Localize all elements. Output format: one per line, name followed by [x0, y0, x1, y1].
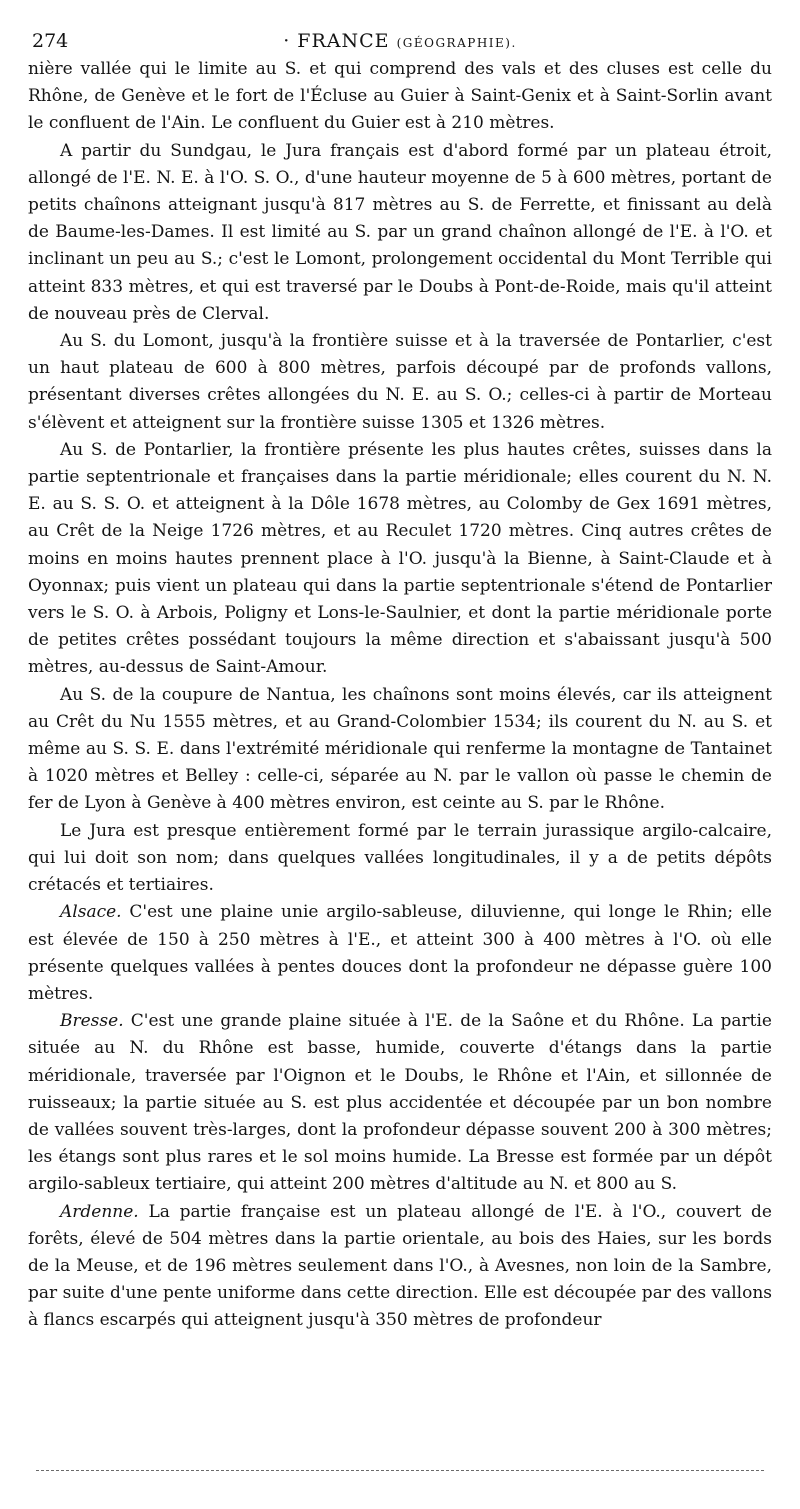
paragraph-text: C'est une grande plaine située à l'E. de la Saône et du Rhône. La partie située au N. du Rhône est basse, humide, couverte d'étangs dans la partie méridionale, traversée par l'Oignon et le Doubs, le Rhône et l'Ain, et sillonnée de ruisseaux; la partie située au S. est plus accidentée et découpée par un bon nombre de vallées souvent très-larges, dont la profondeur dépasse souvent 200 à 300 mètres; les étangs sont plus rares et le sol moins humide. La Bresse est formée par un dépôt argilo-sableux tertiaire, qui atteint 200 mètres d'altitude au N. et 800 au S.: [28, 1011, 772, 1195]
book-page: [28, 28, 772, 1335]
page-number: 274: [32, 30, 69, 52]
running-head: · FRANCE (GÉOGRAPHIE).: [283, 30, 517, 52]
region-heading-ardenne: Ardenne.: [60, 1201, 139, 1222]
region-heading-alsace: Alsace.: [60, 902, 122, 923]
paragraph-text: nière vallée qui le limite au S. et qui comprend des vals et des cluses est celle du Rhône, de Genève et le fort de l'Écluse au Guier à Saint-Genix et à Saint-Sorlin avant le confluent de l'Ain. Le confluent du Guier est à 210 mètres.: [28, 59, 772, 134]
running-head-title: FRANCE: [297, 30, 390, 52]
paragraph-text: La partie française est un plateau allongé de l'E. à l'O., couvert de forêts, élevé de 504 mètres dans la partie orientale, au bois des Haies, sur les bords de la Meuse, et de 196 mètres seulement dans l'O., à Avesnes, non loin de la Sambre, par suite d'une pente uniforme dans cette direction. Elle est découpée par des vallons à flancs escarpés qui atteignent jusqu'à 350 mètres de profondeur: [28, 1201, 772, 1331]
paragraph-text: Au S. de Pontarlier, la frontière présente les plus hautes crêtes, suisses dans la partie septentrionale et françaises dans la partie méridionale; elles courent du N. N. E. au S. S. O. et atteignent à la Dôle 1678 mètres, au Colomby de Gex 1691 mètres, au Crêt de la Neige 1726 mètres, et au Reculet 1720 mètres. Cinq autres crêtes de moins en moins hautes prennent place à l'O. jusqu'à la Bienne, à Saint-Claude et à Oyonnax; puis vient un plateau qui dans la partie septentrionale s'étend de Pontarlier vers le S. O. à Arbois, Poligny et Lons-le-Saulnier, et dont la partie méridionale porte de petites crêtes possédant toujours la même direction et s'abaissant jusqu'à 500 mètres, au-dessus de Saint-Amour.: [28, 439, 772, 678]
paragraph-text: Au S. du Lomont, jusqu'à la frontière suisse et à la traversée de Pontarlier, c'est un haut plateau de 600 à 800 mètres, parfois découpé par de profonds vallons, présentant diverses crêtes allongées du N. E. au S. O.; celles-ci à partir de Morteau s'élèvent et atteignent sur la frontière suisse 1305 et 1326 mètres.: [28, 331, 772, 433]
paragraph-ardenne: [28, 1199, 772, 1335]
paragraph-text: C'est une plaine unie argilo-sableuse, diluvienne, qui longe le Rhin; elle est élevée de 150 à 250 mètres à l'E., et atteint 300 à 400 mètres à l'O. où elle présente quelques vallées à pentes douces dont la profondeur ne dépasse guère 100 mètres.: [28, 902, 772, 1004]
paragraph-bresse: [28, 1008, 772, 1198]
paragraph-text: Au S. de la coupure de Nantua, les chaînons sont moins élevés, car ils atteignent au Crêt du Nu 1555 mètres, et au Grand-Colombier 1534; ils courent du N. au S. et même au S. S. E. dans l'extrémité méridionale qui renferme la montagne de Tantainet à 1020 mètres et Belley : celle-ci, séparée au N. par le vallon où passe le chemin de fer de Lyon à Genève à 400 mètres environ, est ceinte au S. par le Rhône.: [28, 684, 772, 814]
footer-dashed-rule: [36, 1470, 764, 1471]
paragraph-6: [28, 818, 772, 900]
running-head-subtitle: (GÉOGRAPHIE).: [396, 36, 517, 50]
body-text: [28, 56, 772, 1335]
paragraph-alsace: [28, 899, 772, 1008]
paragraph-text: A partir du Sundgau, le Jura français est d'abord formé par un plateau étroit, allongé de l'E. N. E. à l'O. S. O., d'une hauteur moyenne de 5 à 600 mètres, portant de petits chaînons atteignant jusqu'à 817 mètres au S. de Ferrette, et finissant au delà de Baume-les-Dames. Il est limité au S. par un grand chaînon allongé de l'E. à l'O. et inclinant un peu au S.; c'est le Lomont, prolongement occidental du Mont Terrible qui atteint 833 mètres, et qui est traversé par le Doubs à Pont-de-Roide, mais qu'il atteint de nouveau près de Clerval.: [28, 140, 772, 324]
paragraph-3: [28, 328, 772, 437]
paragraph-4: [28, 437, 772, 682]
paragraph-2: [28, 138, 772, 328]
paragraph-5: [28, 682, 772, 818]
paragraph-1: [28, 56, 772, 138]
page-header: [28, 28, 772, 54]
paragraph-text: Le Jura est presque entièrement formé par le terrain jurassique argilo-calcaire, qui lui doit son nom; dans quelques vallées longitudinales, il y a de petits dépôts crétacés et tertiaires.: [28, 820, 772, 896]
region-heading-bresse: Bresse.: [60, 1011, 124, 1032]
